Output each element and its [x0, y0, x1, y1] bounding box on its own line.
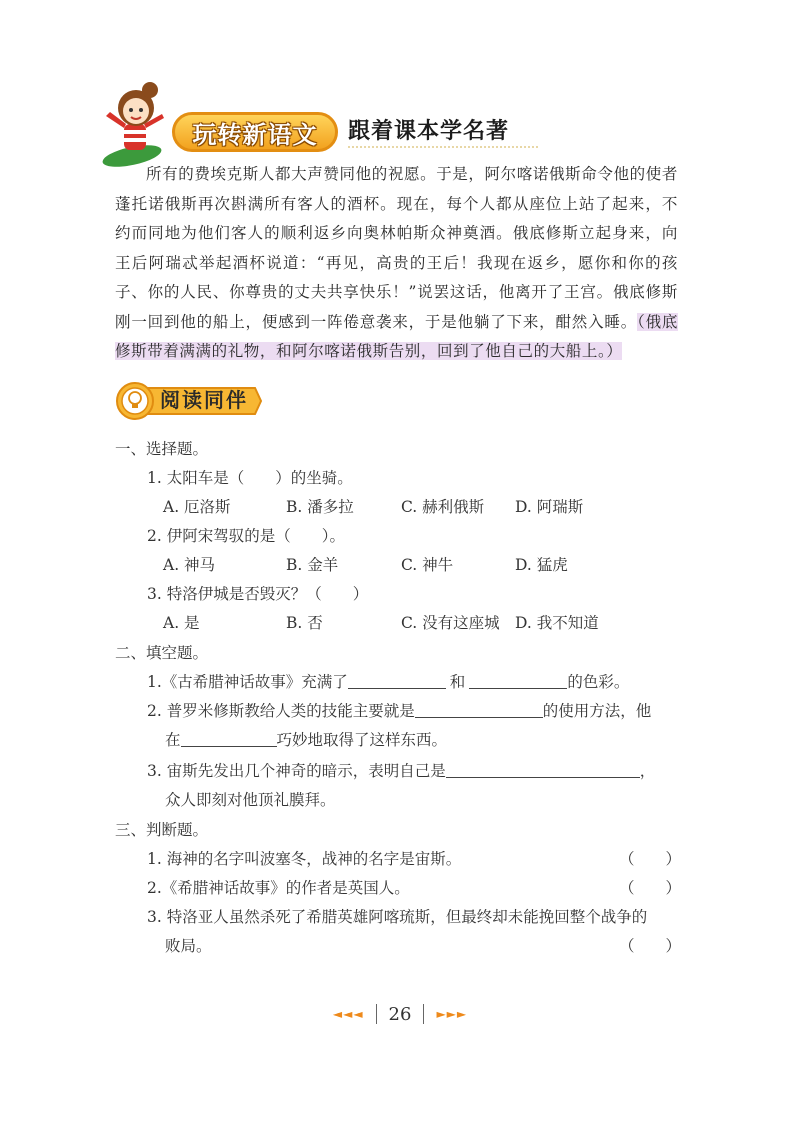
s2-q3-part2: ，	[639, 762, 656, 780]
s1-q2-text: 2. 伊阿宋驾驭的是（ ）。	[147, 527, 345, 545]
header-subtitle: 跟着课本学名著	[348, 119, 510, 144]
section-2-title: 二、填空题。	[115, 644, 209, 662]
girl-mascot-icon	[100, 80, 180, 170]
footer-divider-left	[376, 1004, 377, 1024]
s2-q3-part1: 3. 宙斯先发出几个神奇的暗示，表明自己是	[147, 762, 446, 780]
s3-q2-text: 2.《希腊神话故事》的作者是英国人。	[147, 879, 410, 897]
s1-q1-option-b: B. 潘多拉	[286, 498, 354, 516]
s1-q3-option-d: D. 我不知道	[515, 614, 599, 632]
s1-q1-text: 1. 太阳车是（ ）的坐骑。	[147, 469, 353, 487]
passage-paragraph	[115, 160, 678, 367]
s1-q3-option-b: B. 否	[286, 614, 323, 632]
s3-q3-answer-paren[interactable]: （ ）	[619, 937, 682, 955]
s1-q2-option-c: C. 神牛	[401, 556, 454, 574]
section-1-title: 一、选择题。	[115, 440, 209, 458]
s3-q1-answer-paren[interactable]: （ ）	[619, 850, 682, 868]
s1-q1-option-a: A. 厄洛斯	[163, 498, 231, 516]
s3-q3-text-line1: 3. 特洛亚人虽然杀死了希腊英雄阿喀琉斯，但最终却未能挽回整个战争的	[147, 908, 648, 926]
s2-q2-part3: 在	[165, 731, 181, 749]
s1-q2-option-d: D. 猛虎	[515, 556, 568, 574]
right-arrows-icon: ►►►	[436, 1007, 468, 1021]
s2-q2-line2	[165, 728, 447, 750]
s2-q2-part4: 巧妙地取得了这样东西。	[276, 731, 448, 749]
s1-q2-option-a: A. 神马	[163, 556, 216, 574]
passage-text: 所有的费埃克斯人都大声赞同他的祝愿。于是，阿尔喀诺俄斯命令他的使者蓬托诺俄斯再次斟满所有客人的酒杯。现在，每个人都从座位上站了起来，不约而同地为他们客人的顺利返乡向奥林帕斯众神奠酒。俄底修斯立起身来，向王后阿瑞忒举起酒杯说道：“再见，高贵的王后！我现在返乡，愿你和你的孩子、你的人民、你尊贵的丈夫共享快乐！”说罢这话，他离开了王宫。俄底修斯刚一回到他的船上，便感到一阵倦意袭来，于是他躺了下来，酣然入睡。	[115, 165, 678, 331]
s2-q2-part1: 2. 普罗米修斯教给人类的技能主要就是	[147, 702, 415, 720]
s2-q1-part1: 1.《古希腊神话故事》充满了	[147, 673, 348, 691]
s1-q1-option-c: C. 赫利俄斯	[401, 498, 485, 516]
s2-q1-blank2[interactable]	[469, 672, 567, 689]
s2-q3-blank1[interactable]	[446, 761, 640, 778]
section-banner	[172, 112, 338, 152]
subtitle-underline	[348, 146, 538, 148]
s2-q3-line2: 众人即刻对他顶礼膜拜。	[165, 791, 336, 809]
s3-q3-text-line2: 败局。	[165, 937, 212, 955]
s2-q1	[147, 670, 629, 692]
s2-q1-blank1[interactable]	[348, 672, 446, 689]
s1-q3-option-a: A. 是	[163, 614, 200, 632]
s2-q2-blank2[interactable]	[181, 730, 277, 747]
story-passage	[115, 160, 678, 367]
s3-q2-answer-paren[interactable]: （ ）	[619, 879, 682, 897]
page-number: 26	[388, 1003, 412, 1025]
s1-q1-option-d: D. 阿瑞斯	[515, 498, 584, 516]
banner-title: 玩转新语文	[192, 120, 318, 149]
s2-q3-line1	[147, 759, 655, 781]
footer-divider-right	[423, 1004, 424, 1024]
section-3-title: 三、判断题。	[115, 821, 209, 839]
s2-q1-part2: 和	[449, 673, 466, 691]
s3-q1-text: 1. 海神的名字叫波塞冬，战神的名字是宙斯。	[147, 850, 462, 868]
reading-companion-title: 阅读同伴	[160, 388, 248, 412]
page-header	[100, 80, 540, 170]
s2-q2-line1	[147, 699, 651, 721]
left-arrows-icon: ◄◄◄	[332, 1007, 364, 1021]
s2-q1-part3: 的色彩。	[567, 673, 630, 691]
s1-q3-option-c: C. 没有这座城	[401, 614, 500, 632]
s1-q3-text: 3. 特洛伊城是否毁灭？（ ）	[147, 585, 369, 603]
page-footer	[0, 1002, 800, 1026]
s1-q2-option-b: B. 金羊	[286, 556, 339, 574]
s2-q2-blank1[interactable]	[415, 701, 543, 718]
s2-q2-part2: 的使用方法，他	[542, 702, 652, 720]
passage-highlight: （俄底修斯带着满满的礼物，和阿尔喀诺俄斯告别，回到了他自己的大船上。）	[115, 312, 678, 360]
